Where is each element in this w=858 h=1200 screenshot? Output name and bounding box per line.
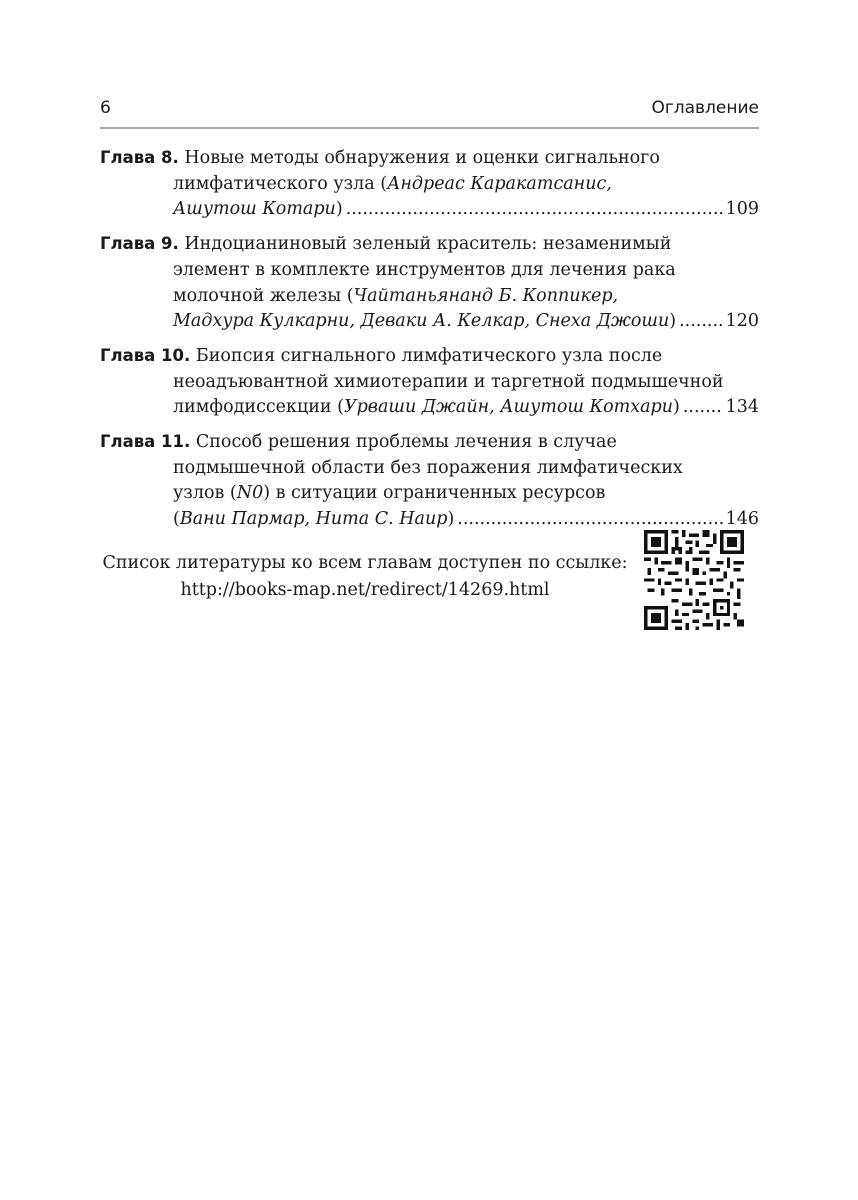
page-ref: 146 (725, 509, 759, 530)
chapter-authors-line: лимфодиссекции (Урваши Джайн, Ашутош Котхари) (173, 397, 680, 418)
running-header (100, 96, 759, 124)
toc-entry-chapter-8[interactable] (100, 145, 759, 223)
references-link[interactable]: http://books-map.net/redirect/14269.html (180, 580, 550, 600)
leader-dots (457, 507, 722, 533)
chapter-title-line: узлов (N0) в ситуации ограниченных ресурсов (173, 483, 606, 504)
references-text: Список литературы ко всем главам доступен по ссылке: (102, 553, 628, 573)
page-ref: 109 (725, 199, 759, 220)
qr-code-icon[interactable] (644, 530, 744, 630)
chapter-title-line: молочной железы (Чайтаньянанд Б. Коппикер, (173, 285, 619, 306)
leader-dots (679, 309, 722, 335)
chapter-label: Глава 11. (100, 432, 191, 452)
toc-entry-chapter-11[interactable] (100, 429, 759, 533)
references-note (100, 550, 630, 604)
chapter-title-line: Способ решения проблемы лечения в случае (195, 432, 617, 453)
toc-entry-chapter-10[interactable] (100, 343, 759, 421)
chapter-title-line: Индоцианиновый зеленый краситель: незаменимый (184, 234, 672, 255)
table-of-contents (100, 145, 759, 541)
chapter-authors-line: Ашутош Котари) (173, 199, 343, 220)
running-title: Оглавление (651, 98, 759, 118)
toc-entry-chapter-9[interactable] (100, 231, 759, 335)
chapter-title-line: лимфатического узла (Андреас Каракатсанис, (173, 173, 612, 194)
page-number: 6 (100, 98, 111, 118)
chapter-authors-line: (Вани Пармар, Нита С. Наир) (173, 509, 455, 530)
leader-dots (683, 395, 723, 421)
chapter-title-line: элемент в комплекте инструментов для лечения рака (173, 259, 676, 280)
chapter-label: Глава 10. (100, 345, 191, 365)
page-ref: 134 (725, 397, 759, 418)
chapter-authors-line: Мадхура Кулкарни, Деваки А. Келкар, Снеха Джоши) (173, 311, 677, 332)
chapter-label: Глава 8. (100, 148, 179, 167)
chapter-title-line: подмышечной области без поражения лимфатических (173, 457, 683, 478)
header-rule (100, 127, 759, 129)
page-ref: 120 (725, 311, 759, 332)
chapter-title-line: Новые методы обнаружения и оценки сигнального (184, 148, 660, 168)
chapter-title-line: Биопсия сигнального лимфатического узла после (195, 345, 663, 366)
chapter-label: Глава 9. (100, 234, 179, 254)
leader-dots (346, 197, 723, 223)
chapter-title-line: неоадъювантной химиотерапии и таргетной подмышечной (173, 371, 724, 392)
